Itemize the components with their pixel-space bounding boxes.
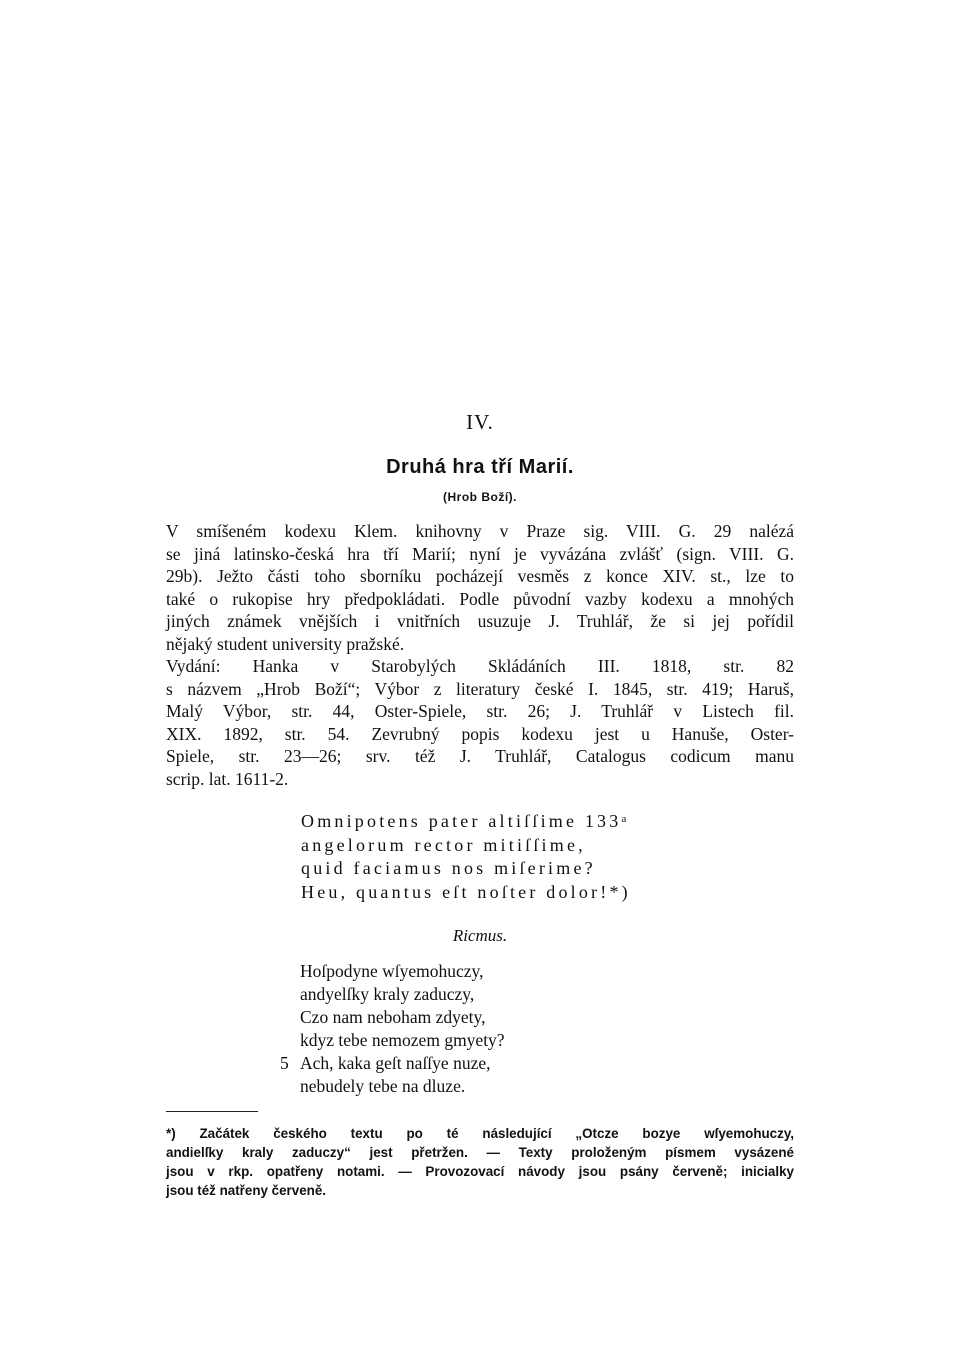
verse-line [266, 1006, 686, 1029]
czech-verse [266, 960, 686, 1098]
body-line: s názvem „Hrob Boží“; Výbor z literatury české I. 1845, str. 419; Haruš, [166, 678, 794, 699]
verse-text: andyelſky kraly zaduczy, [300, 984, 475, 1004]
footnote-line: andielſky kraly zaduczy“ jest přetržen. — Texty proloženým písmem vysázené [166, 1145, 794, 1160]
introduction-text [166, 520, 794, 790]
body-line: Malý Výbor, str. 44, Oster-Spiele, str. 26; J. Truhlář v Listech fil. [166, 701, 794, 721]
body-line: jiných známek vnějších i vnitřních usuzuje J. Truhlář, že si jej pořídil [166, 611, 794, 631]
verse-line: angelorum rector mitiſſime, [301, 834, 586, 855]
verse-text: Ach, kaka geſt naſſye nuze, [300, 1053, 491, 1073]
verse-line [266, 1052, 686, 1075]
body-line: také o rukopise hry předpokládati. Podle původní vazby kodexu a mnohých [166, 588, 794, 609]
body-line: se jiná latinsko-česká hra tří Marií; nyní je vyvázána zvlášť (sign. VIII. G. [166, 543, 794, 564]
verse-line: quid faciamus nos miſerime? [301, 858, 596, 878]
body-line: V smíšeném kodexu Klem. knihovny v Praze sig. VIII. G. 29 nalézá [166, 521, 794, 541]
body-line: nějaký student university pražské. [166, 633, 405, 654]
verse-line [266, 983, 686, 1006]
footnote-line: jsou též natřeny červeně. [166, 1183, 327, 1198]
footnote-line: jsou v rkp. opatřeny notami. — Provozovací návody jsou psány červeně; inicialky [166, 1164, 794, 1179]
page-subtitle: (Hrob Boží). [443, 490, 517, 504]
verse-line [266, 960, 686, 983]
page-title: Druhá hra tří Marií. [386, 456, 574, 478]
latin-verse [301, 810, 721, 904]
chapter-number: IV. [466, 410, 494, 434]
body-line: 29b). Ježto části toho sborníku pocházejí vesměs z konce XIV. st., lze to [166, 566, 794, 586]
section-label: Ricmus. [452, 926, 508, 945]
body-line: XIX. 1892, str. 54. Zevrubný popis kodexu jest u Hanuše, Oster- [166, 723, 794, 744]
body-line: Spiele, str. 23—26; srv. též J. Truhlář, Catalogus codicum manu [166, 746, 794, 766]
verse-text: kdyz tebe nemozem gmyety? [300, 1030, 505, 1050]
line-number: 5 [280, 1053, 289, 1073]
body-line: scrip. lat. 1611-2. [166, 768, 289, 789]
verse-line: Heu, quantus eſt noſter dolor!*) [301, 881, 631, 902]
footnote-line: *) Začátek českého textu po té následující „Otcze bozye wſyemohuczy, [166, 1126, 794, 1141]
verse-text: Czo nam neboham zdyety, [300, 1007, 486, 1027]
verse-text: Hoſpodyne wſyemohuczy, [300, 961, 484, 981]
body-line: Vydání: Hanka v Starobylých Skládáních III. 1818, str. 82 [166, 656, 794, 676]
verse-text: nebudely tebe na dluze. [300, 1076, 466, 1096]
verse-line [266, 1029, 686, 1052]
verse-line [266, 1075, 686, 1098]
footnote [166, 1124, 794, 1200]
verse-line: Omnipotens pater altiſſime 133ᵃ [301, 811, 630, 831]
footnote-divider [166, 1111, 258, 1112]
